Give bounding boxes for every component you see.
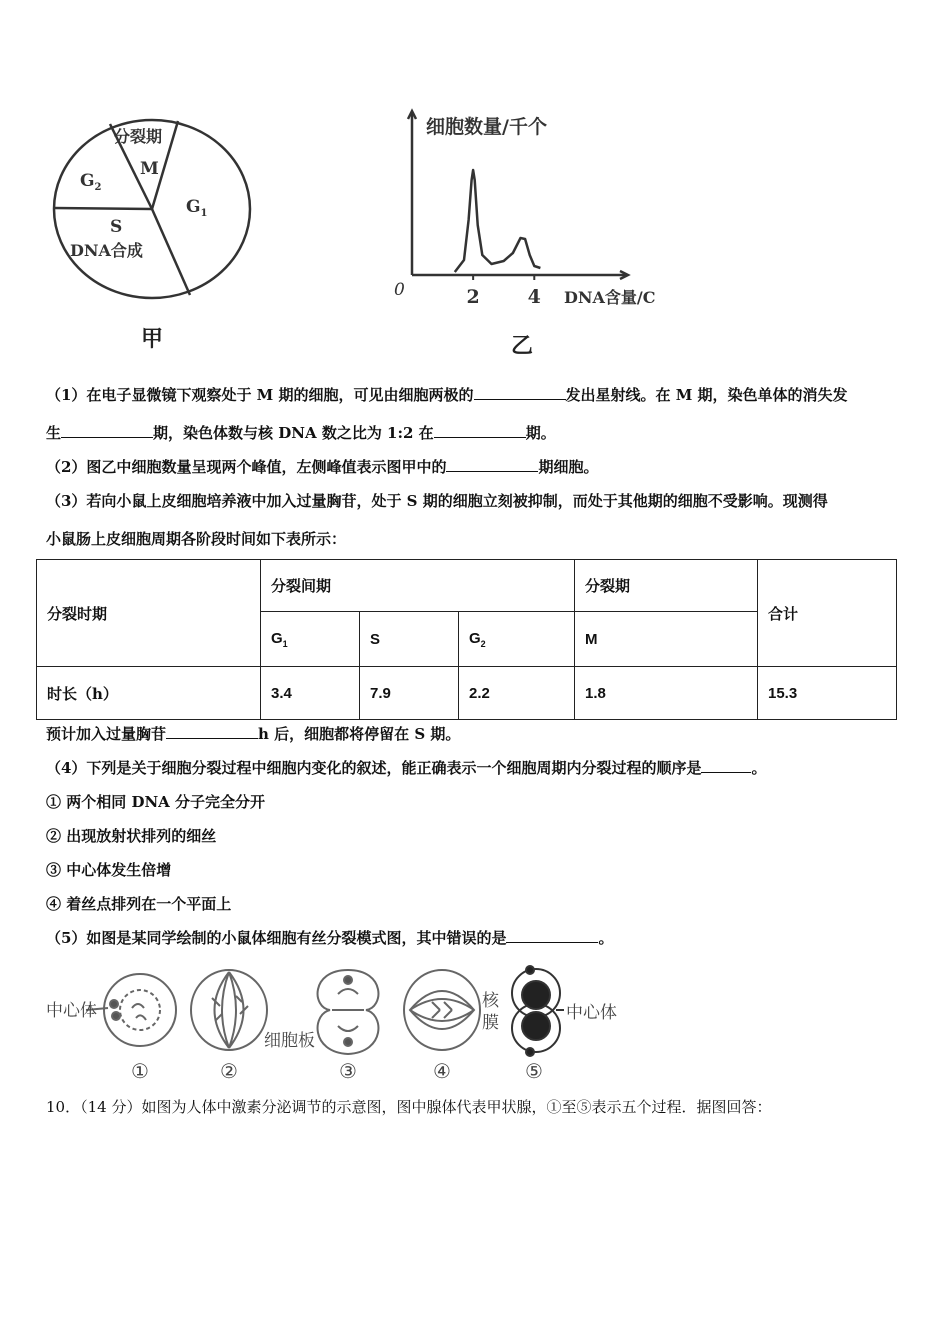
origin-label: 0 [394,280,405,300]
q5-text-a: （5）如图是某同学绘制的小鼠体细胞有丝分裂模式图，其中错误的是 [46,929,507,947]
pie-label-m: M [140,159,159,179]
q10-text: 10．（14 分）如图为人体中激素分泌调节的示意图，图中腺体代表甲状腺，①至⑤表示五个过程．据图回答： [46,1098,772,1116]
q1-text-b: 发出星射线。在 M 期，染色单体的消失发 [565,386,848,404]
option-item: ② 出现放射状排列的细丝 [46,827,217,845]
label-centrosome-left: 中心体 [46,1001,97,1021]
table-row-header: 分裂时期 [37,560,261,667]
x-tick-label: 2 [466,286,480,308]
cell-cycle-pie-figure [40,110,270,360]
pie-label-division: 分裂期 [114,127,163,146]
dna-content-chart [390,105,710,355]
q2-text-a: （2）图乙中细胞数量呈现两个峰值，左侧峰值表示图甲中的 [46,458,447,476]
table-col-g1: $G_1$ [261,612,360,667]
pie-label-dna-synthesis: DNA合成 [70,241,143,260]
question-3-after-table [46,723,908,745]
q2-text-b: 期细胞。 [538,458,599,476]
q3-text-a: （3）若向小鼠上皮细胞培养液中加入过量胸苷，处于 S 期的细胞立刻被抑制，而处于其他期的细胞不受影响。现测得 [46,492,828,510]
table-cell: 15.3 [758,667,897,720]
cell-cycle-table [36,559,897,720]
answer-blank[interactable] [506,927,598,943]
pie-label-g2: $G_2$ [80,171,102,193]
table-header-interphase: 分裂间期 [261,560,575,612]
table-cell: 2.2 [459,667,575,720]
table-col-s: S [360,612,459,667]
pie-label-g1: $G_1$ [186,197,208,219]
label-cell-plate: 细胞板 [264,1031,315,1051]
figure-number: ① [131,1059,149,1083]
table-col-m: M [575,612,758,667]
q1-text-d: 期，染色体数与核 DNA 数之比为 1:2 在 [153,424,434,442]
x-axis-label: DNA含量/C [564,288,656,307]
option-item: ④ 着丝点排列在一个平面上 [46,895,232,913]
figure-number: ③ [339,1059,357,1083]
question-3-line-2 [46,528,908,550]
answer-blank[interactable] [61,422,153,438]
table-col-g2: $G_2$ [459,612,575,667]
table-header-division: 分裂期 [575,560,758,612]
mitosis-cell-4 [404,970,480,1050]
y-axis-label: 细胞数量/千个 [426,116,547,138]
label-centrosome-right: 中心体 [566,1003,617,1023]
option-item: ③ 中心体发生倍增 [46,861,172,879]
figure-caption-jia: 甲 [140,327,164,352]
question-1-line-1 [46,384,908,406]
mitosis-cell-3 [318,970,379,1054]
label-nuclear-membrane: 膜 [482,1013,499,1033]
pie-label-s: S [110,217,123,237]
q3-text-d: h 后，细胞都将停留在 S 期。 [258,725,461,743]
table-cell: 1.8 [575,667,758,720]
answer-blank[interactable] [446,456,538,472]
q5-text-b: 。 [598,929,614,947]
question-10 [46,1096,908,1118]
mitosis-cell-2 [191,970,267,1050]
question-4 [46,757,908,779]
question-2 [46,456,908,478]
q3-text-b: 小鼠肠上皮细胞周期各阶段时间如下表所示： [46,530,347,548]
q1-text-a: （1）在电子显微镜下观察处于 M 期的细胞，可见由细胞两极的 [46,386,474,404]
answer-blank[interactable] [701,757,751,773]
table-duration-label: 时长（h） [37,667,261,720]
mitosis-diagram [40,958,640,1088]
question-5 [46,927,908,949]
option-item: ① 两个相同 DNA 分子完全分开 [46,793,266,811]
q1-text-c: 生 [46,424,62,442]
mitosis-cell-1 [86,974,176,1046]
table-cell: 7.9 [360,667,459,720]
answer-blank[interactable] [474,384,566,400]
x-tick-label: 4 [527,286,541,308]
answer-blank[interactable] [166,723,258,739]
mitosis-cell-5 [512,966,564,1056]
label-nuclear-membrane: 核 [482,991,499,1011]
series-line [455,170,541,272]
pie-divider [152,209,190,295]
q4-text-a: （4）下列是关于细胞分裂过程中细胞内变化的叙述，能正确表示一个细胞周期内分裂过程的顺序是 [46,759,702,777]
figure-caption-yi: 乙 [510,334,534,355]
figure-number: ② [220,1059,238,1083]
answer-blank[interactable] [434,422,526,438]
table-header-total: 合计 [758,560,897,667]
figure-number: ⑤ [525,1059,543,1083]
pie-divider [54,208,152,209]
q3-text-c: 预计加入过量胸苷 [46,725,167,743]
q4-text-b: 。 [751,759,767,777]
question-3-line-1 [46,490,908,512]
question-1-line-2 [46,422,908,444]
figure-number: ④ [433,1059,451,1083]
q1-text-e: 期。 [525,424,556,442]
table-cell: 3.4 [261,667,360,720]
